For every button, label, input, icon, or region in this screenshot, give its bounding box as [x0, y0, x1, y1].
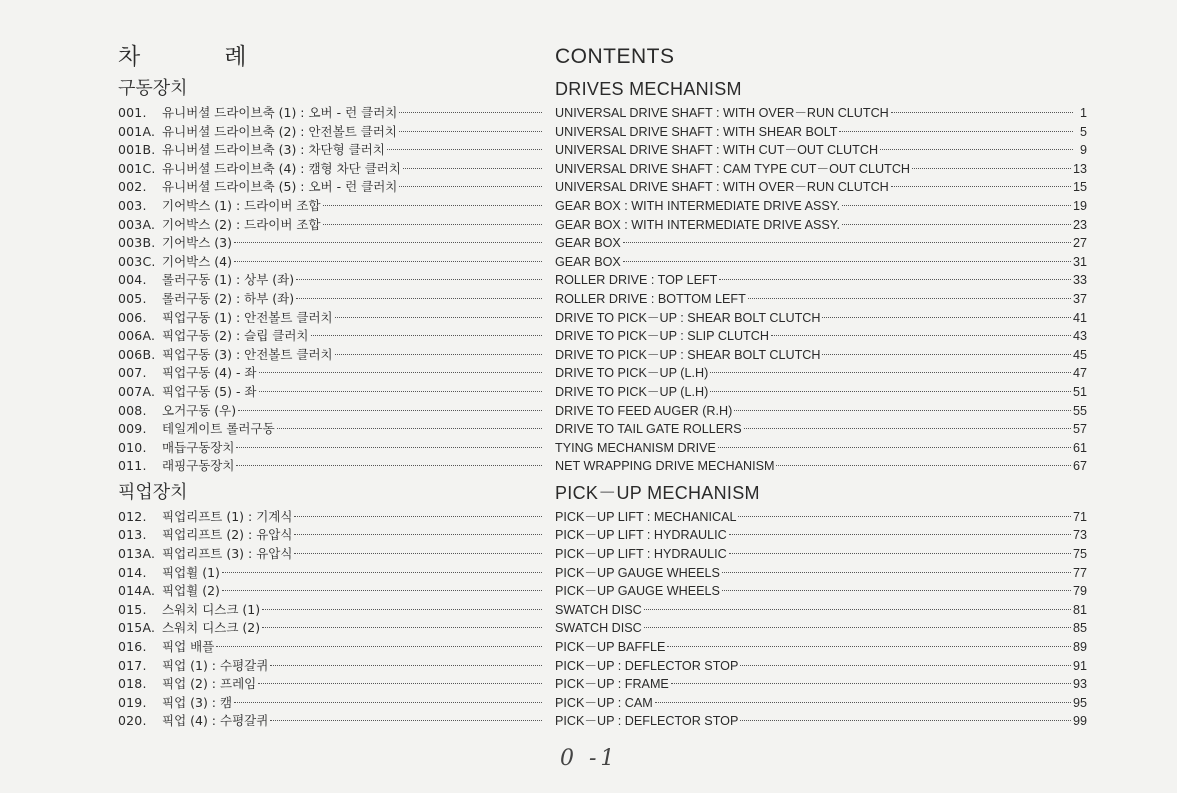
leader-dots: [822, 353, 1071, 355]
entry-number: 002.: [118, 179, 147, 195]
toc-entry: [118, 619, 544, 638]
toc-entry: [555, 439, 1087, 458]
leader-dots: [740, 719, 1071, 721]
title-char-2: 례: [224, 44, 249, 70]
toc-entry: [555, 619, 1087, 638]
section-heading-drives-ko: 구동장치: [118, 78, 188, 99]
entry-page-number: 57: [1072, 422, 1087, 437]
leader-dots: [222, 571, 542, 573]
toc-entry: [555, 178, 1087, 197]
leader-dots: [296, 297, 542, 299]
section-heading-pickup-ko: 픽업장치: [118, 481, 188, 503]
entry-title: 롤러구동 (1) : 상부 (좌): [162, 272, 295, 288]
entry-title: UNIVERSAL DRIVE SHAFT : WITH CUT－OUT CLUTCH: [555, 143, 879, 158]
entry-page-number: 33: [1072, 273, 1087, 288]
leader-dots: [880, 148, 1073, 150]
toc-entry: [118, 383, 544, 402]
leader-dots: [311, 334, 543, 336]
leader-dots: [277, 427, 542, 429]
toc-entry: [555, 309, 1087, 328]
entry-number: 004.: [118, 272, 147, 288]
leader-dots: [671, 682, 1071, 684]
entry-page-number: 43: [1072, 329, 1087, 344]
entry-page-number: 41: [1072, 310, 1087, 325]
entry-page-number: 15: [1072, 180, 1087, 195]
toc-entry: [118, 271, 544, 290]
leader-dots: [839, 130, 1073, 132]
entry-title: PICK－UP : DEFLECTOR STOP: [555, 714, 739, 729]
entry-page-number: 99: [1072, 714, 1087, 729]
entry-page-number: 13: [1072, 161, 1087, 176]
leader-dots: [771, 334, 1071, 336]
toc-entry: [118, 638, 544, 657]
entry-title: DRIVE TO PICK－UP (L.H): [555, 384, 709, 399]
entry-page-number: 45: [1072, 347, 1087, 362]
entry-page-number: 81: [1072, 602, 1087, 617]
entry-title: DRIVE TO PICK－UP : SHEAR BOLT CLUTCH: [555, 347, 821, 362]
leader-dots: [722, 571, 1071, 573]
entry-title: UNIVERSAL DRIVE SHAFT : WITH OVER－RUN CLUTCH: [555, 180, 889, 195]
entry-page-number: 73: [1072, 528, 1087, 543]
entry-number: 006.: [118, 309, 147, 325]
entry-number: 003.: [118, 197, 147, 213]
toc-entry: [555, 104, 1087, 123]
entry-title: DRIVE TO PICK－UP (L.H): [555, 366, 709, 381]
leader-dots: [296, 278, 542, 280]
entry-number: 008.: [118, 402, 147, 418]
entry-title: 유니버셜 드라이브축 (5) : 오버 - 런 클러치: [162, 179, 398, 195]
toc-entry: [555, 271, 1087, 290]
entry-number: 003A.: [118, 216, 156, 232]
entry-title: PICK－UP GAUGE WHEELS: [555, 565, 720, 580]
toc-entry: [555, 123, 1087, 142]
leader-dots: [734, 409, 1071, 411]
leader-dots: [323, 223, 542, 225]
entry-number: 015.: [118, 601, 147, 617]
leader-dots: [399, 130, 542, 132]
entry-title: 픽업리프트 (1) : 기계식: [162, 508, 293, 524]
toc-entry: [118, 216, 544, 235]
leader-dots: [722, 589, 1071, 591]
entry-title: 기어박스 (2) : 드라이버 조합: [162, 216, 321, 232]
leader-dots: [718, 446, 1071, 448]
leader-dots: [655, 701, 1071, 703]
toc-entry: [555, 327, 1087, 346]
leader-dots: [236, 446, 542, 448]
entry-number: 009.: [118, 421, 147, 437]
entry-title: 픽업 (2) : 프레임: [162, 676, 257, 692]
entry-number: 001A.: [118, 123, 156, 139]
entry-title: 유니버셜 드라이브축 (3) : 차단형 클러치: [162, 142, 385, 158]
toc-entry: [118, 141, 544, 160]
toc-entry: [555, 638, 1087, 657]
leader-dots: [234, 260, 542, 262]
leader-dots: [335, 316, 542, 318]
entry-title: NET WRAPPING DRIVE MECHANISM: [555, 459, 775, 474]
entry-number: 014A.: [118, 583, 156, 599]
entry-number: 005.: [118, 290, 147, 306]
toc-list-pickup-ko: [118, 508, 544, 731]
leader-dots: [294, 515, 542, 517]
entry-number: 017.: [118, 657, 147, 673]
entry-page-number: 27: [1072, 236, 1087, 251]
toc-entry: [555, 545, 1087, 564]
toc-entry: [555, 675, 1087, 694]
entry-page-number: 1: [1079, 106, 1087, 120]
entry-title: SWATCH DISC: [555, 602, 642, 617]
toc-entry: [118, 564, 544, 583]
entry-title: PICK－UP BAFFLE: [555, 640, 666, 655]
entry-title: 픽업구동 (1) : 안전볼트 클러치: [162, 309, 333, 325]
leader-dots: [822, 316, 1071, 318]
entry-title: ROLLER DRIVE : TOP LEFT: [555, 273, 718, 288]
leader-dots: [644, 626, 1071, 628]
entry-number: 010.: [118, 439, 147, 455]
entry-title: UNIVERSAL DRIVE SHAFT : WITH SHEAR BOLT: [555, 124, 838, 139]
entry-title: 유니버셜 드라이브축 (4) : 캠형 차단 클러치: [162, 160, 401, 176]
toc-list-drives-ko: [118, 104, 544, 476]
entry-number: 014.: [118, 564, 147, 580]
entry-page-number: 37: [1072, 291, 1087, 306]
entry-number: 001.: [118, 105, 147, 120]
entry-number: 007A.: [118, 383, 156, 399]
entry-page-number: 9: [1079, 143, 1087, 158]
entry-title: 유니버셜 드라이브축 (2) : 안전볼트 클러치: [162, 123, 397, 139]
entry-title: 기어박스 (1) : 드라이버 조합: [162, 197, 321, 213]
toc-entry: [118, 178, 544, 197]
toc-entry: [555, 601, 1087, 620]
toc-entry: [118, 675, 544, 694]
toc-entry: [555, 364, 1087, 383]
entry-number: 013A.: [118, 546, 156, 562]
entry-title: 픽업구동 (2) : 슬립 클러치: [162, 328, 309, 344]
entry-title: 픽업 (4) : 수평갈퀴: [162, 713, 269, 729]
toc-entry: [118, 253, 544, 272]
entry-title: 픽업구동 (3) : 안전볼트 클러치: [162, 346, 333, 362]
leader-dots: [258, 682, 542, 684]
section-heading-drives-en: DRIVES MECHANISM: [555, 79, 742, 99]
entry-number: 007.: [118, 365, 147, 381]
page-title-korean: [118, 40, 544, 74]
leader-dots: [644, 608, 1071, 610]
entry-number: 012.: [118, 508, 147, 524]
toc-list-drives-en: [555, 104, 1087, 476]
leader-dots: [262, 626, 542, 628]
toc-entry: [555, 420, 1087, 439]
leader-dots: [259, 371, 542, 373]
leader-dots: [236, 464, 542, 466]
entry-title: 픽업 배플: [162, 639, 215, 655]
entry-title: 픽업구동 (5) - 좌: [162, 383, 257, 399]
toc-entry: [118, 346, 544, 365]
toc-entry: [555, 657, 1087, 676]
entry-title: 기어박스 (4): [162, 253, 232, 269]
entry-title: 픽업 (3) : 캠: [162, 694, 233, 710]
entry-page-number: 95: [1072, 695, 1087, 710]
toc-entry: [555, 253, 1087, 272]
leader-dots: [776, 464, 1071, 466]
leader-dots: [294, 533, 542, 535]
toc-entry: [118, 439, 544, 458]
entry-title: GEAR BOX: [555, 236, 621, 251]
toc-entry: [118, 327, 544, 346]
toc-english: [555, 40, 1087, 731]
entry-title: UNIVERSAL DRIVE SHAFT : WITH OVER－RUN CLUTCH: [555, 106, 889, 120]
entry-title: 픽업리프트 (3) : 유압식: [162, 546, 293, 562]
leader-dots: [623, 241, 1071, 243]
toc-entry: [555, 564, 1087, 583]
leader-dots: [710, 371, 1071, 373]
entry-title: UNIVERSAL DRIVE SHAFT : CAM TYPE CUT－OUT CLUTCH: [555, 161, 911, 176]
entry-page-number: 61: [1072, 440, 1087, 455]
toc-entry: [118, 601, 544, 620]
entry-title: 테일게이트 롤러구동: [162, 421, 275, 437]
leader-dots: [738, 515, 1071, 517]
leader-dots: [912, 167, 1071, 169]
entry-page-number: 71: [1072, 509, 1087, 524]
entry-title: 픽업휠 (2): [162, 583, 220, 599]
entry-title: 픽업휠 (1): [162, 564, 220, 580]
entry-title: SWATCH DISC: [555, 621, 642, 636]
entry-page-number: 55: [1072, 403, 1087, 418]
toc-entry: [118, 160, 544, 179]
entry-title: DRIVE TO FEED AUGER (R.H): [555, 403, 733, 418]
entry-title: DRIVE TO PICK－UP : SHEAR BOLT CLUTCH: [555, 310, 821, 325]
toc-entry: [118, 457, 544, 476]
leader-dots: [891, 185, 1071, 187]
entry-number: 015A.: [118, 620, 156, 636]
toc-entry: [555, 346, 1087, 365]
leader-dots: [729, 533, 1071, 535]
entry-page-number: 93: [1072, 677, 1087, 692]
toc-entry: [555, 216, 1087, 235]
toc-entry: [555, 290, 1087, 309]
entry-page-number: 75: [1072, 547, 1087, 562]
handwritten-page-number: 0 -1: [560, 746, 619, 771]
leader-dots: [744, 427, 1071, 429]
toc-entry: [555, 526, 1087, 545]
leader-dots: [259, 390, 542, 392]
leader-dots: [294, 552, 542, 554]
entry-number: 003C.: [118, 253, 156, 269]
entry-title: 래핑구동장치: [162, 458, 235, 474]
entry-number: 018.: [118, 676, 147, 692]
leader-dots: [740, 664, 1071, 666]
entry-page-number: 67: [1072, 459, 1087, 474]
entry-title: 오거구동 (우): [162, 402, 237, 418]
entry-title: PICK－UP : DEFLECTOR STOP: [555, 658, 739, 673]
toc-entry: [118, 508, 544, 527]
entry-title: PICK－UP GAUGE WHEELS: [555, 584, 720, 599]
entry-page-number: 89: [1072, 640, 1087, 655]
toc-entry: [118, 526, 544, 545]
toc-entry: [118, 694, 544, 713]
entry-title: 롤러구동 (2) : 하부 (좌): [162, 290, 295, 306]
entry-number: 003B.: [118, 235, 156, 251]
entry-title: DRIVE TO TAIL GATE ROLLERS: [555, 422, 742, 437]
leader-dots: [403, 167, 542, 169]
toc-entry: [555, 383, 1087, 402]
toc-entry: [118, 104, 544, 123]
entry-title: 유니버셜 드라이브축 (1) : 오버 - 런 클러치: [162, 105, 398, 120]
entry-page-number: 91: [1072, 658, 1087, 673]
entry-title: PICK－UP : FRAME: [555, 677, 669, 692]
toc-entry: [555, 694, 1087, 713]
toc-entry: [555, 457, 1087, 476]
leader-dots: [623, 260, 1071, 262]
entry-number: 001B.: [118, 142, 156, 158]
toc-entry: [118, 309, 544, 328]
leader-dots: [222, 589, 542, 591]
entry-title: PICK－UP LIFT : HYDRAULIC: [555, 547, 727, 562]
entry-number: 013.: [118, 527, 147, 543]
entry-title: PICK－UP LIFT : MECHANICAL: [555, 509, 737, 524]
page-title-english: CONTENTS: [555, 45, 675, 68]
entry-page-number: 5: [1079, 124, 1087, 139]
toc-entry: [118, 364, 544, 383]
entry-title: GEAR BOX : WITH INTERMEDIATE DRIVE ASSY.: [555, 217, 841, 232]
toc-entry: [555, 160, 1087, 179]
entry-page-number: 23: [1072, 217, 1087, 232]
leader-dots: [842, 223, 1071, 225]
entry-title: TYING MECHANISM DRIVE: [555, 440, 716, 455]
entry-title: GEAR BOX: [555, 254, 621, 269]
entry-number: 006A.: [118, 328, 156, 344]
leader-dots: [891, 111, 1073, 113]
entry-number: 006B.: [118, 346, 156, 362]
leader-dots: [238, 409, 542, 411]
toc-list-pickup-en: [555, 508, 1087, 731]
entry-number: 001C.: [118, 160, 156, 176]
leader-dots: [270, 664, 542, 666]
leader-dots: [719, 278, 1071, 280]
leader-dots: [729, 552, 1071, 554]
leader-dots: [234, 701, 542, 703]
entry-title: 스워치 디스크 (2): [162, 620, 261, 636]
leader-dots: [216, 645, 542, 647]
toc-entry: [118, 123, 544, 142]
leader-dots: [842, 204, 1071, 206]
leader-dots: [748, 297, 1071, 299]
entry-page-number: 47: [1072, 366, 1087, 381]
entry-number: 016.: [118, 639, 147, 655]
entry-number: 011.: [118, 458, 147, 474]
entry-page-number: 79: [1072, 584, 1087, 599]
leader-dots: [399, 185, 542, 187]
entry-page-number: 77: [1072, 565, 1087, 580]
toc-entry: [555, 197, 1087, 216]
toc-entry: [555, 141, 1087, 160]
toc-entry: [555, 508, 1087, 527]
leader-dots: [399, 111, 542, 113]
leader-dots: [335, 353, 542, 355]
leader-dots: [387, 148, 542, 150]
leader-dots: [262, 608, 542, 610]
entry-title: 기어박스 (3): [162, 235, 232, 251]
entry-title: PICK－UP LIFT : HYDRAULIC: [555, 528, 727, 543]
toc-entry: [555, 582, 1087, 601]
entry-title: DRIVE TO PICK－UP : SLIP CLUTCH: [555, 329, 769, 344]
leader-dots: [323, 204, 542, 206]
toc-entry: [555, 712, 1087, 731]
toc-entry: [118, 197, 544, 216]
toc-korean: [118, 40, 544, 731]
toc-entry: [118, 545, 544, 564]
title-char-1: 차: [118, 44, 143, 70]
entry-title: GEAR BOX : WITH INTERMEDIATE DRIVE ASSY.: [555, 198, 841, 213]
leader-dots: [234, 241, 542, 243]
toc-entry: [118, 582, 544, 601]
entry-title: 픽업 (1) : 수평갈퀴: [162, 657, 269, 673]
leader-dots: [710, 390, 1071, 392]
entry-number: 019.: [118, 694, 147, 710]
toc-entry: [555, 402, 1087, 421]
toc-entry: [118, 290, 544, 309]
toc-entry: [118, 657, 544, 676]
entry-page-number: 31: [1072, 254, 1087, 269]
entry-title: 픽업구동 (4) - 좌: [162, 365, 257, 381]
toc-entry: [118, 712, 544, 731]
entry-page-number: 85: [1072, 621, 1087, 636]
entry-title: 픽업리프트 (2) : 유압식: [162, 527, 293, 543]
toc-entry: [118, 402, 544, 421]
entry-title: 매듭구동장치: [162, 439, 235, 455]
toc-entry: [555, 234, 1087, 253]
entry-page-number: 19: [1072, 198, 1087, 213]
entry-title: 스워치 디스크 (1): [162, 601, 261, 617]
entry-page-number: 51: [1072, 384, 1087, 399]
section-heading-pickup-en: PICK－UP MECHANISM: [555, 482, 760, 503]
toc-entry: [118, 420, 544, 439]
entry-number: 020.: [118, 713, 147, 729]
leader-dots: [270, 719, 542, 721]
entry-title: PICK－UP : CAM: [555, 695, 653, 710]
leader-dots: [667, 645, 1071, 647]
entry-title: ROLLER DRIVE : BOTTOM LEFT: [555, 291, 746, 306]
toc-entry: [118, 234, 544, 253]
